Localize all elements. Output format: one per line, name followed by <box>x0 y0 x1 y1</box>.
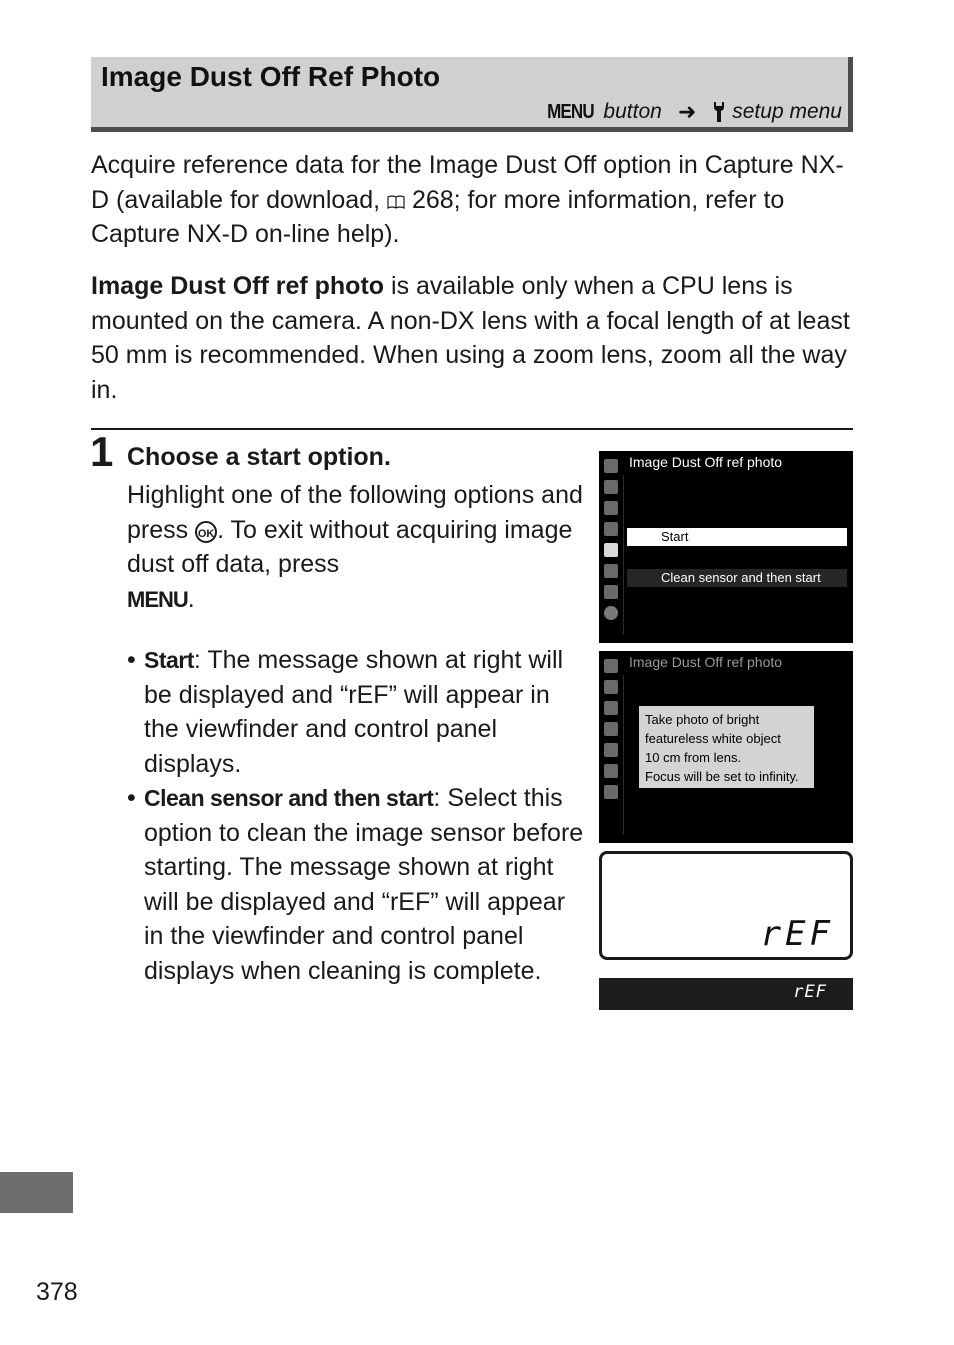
intro-paragraph-2 <box>91 269 856 407</box>
step-instructions <box>127 478 587 617</box>
wrench-icon <box>712 101 726 123</box>
menu-button-label: MENU <box>546 100 594 123</box>
screen-title: Image Dust Off ref photo <box>629 454 783 470</box>
sidebar-divider <box>623 475 624 635</box>
help-icon <box>604 606 618 620</box>
camera-menu-screen <box>599 451 853 643</box>
ok-button-icon: OK <box>195 521 217 543</box>
step-text-b: . To exit without acquiring image dust off data, press <box>127 515 573 578</box>
intro-text: Acquire reference data for the Image Dust Off option in Capture NX-D (available for download, <box>91 151 844 214</box>
bullet-icon: • <box>127 646 136 674</box>
intro-ref-text: 268; for more information, refer to Capture NX-D on-line help). <box>91 185 785 248</box>
menu-button-label: MENU <box>127 586 188 612</box>
step-text-a: Highlight one of the following options and press <box>127 481 583 544</box>
menu-option-clean-then-start[interactable]: Clean sensor and then start <box>627 569 847 587</box>
step-text-c: . <box>187 584 195 613</box>
wrench-icon <box>604 743 618 757</box>
playback-menu-icon <box>604 659 618 673</box>
message-line: 10 cm from lens. <box>645 750 742 765</box>
camera-message-screen <box>599 651 853 843</box>
list-item <box>127 643 587 781</box>
camera-icon <box>604 680 618 694</box>
my-menu-icon <box>604 785 618 799</box>
message-line: Take photo of bright <box>645 712 760 727</box>
chapter-tab <box>0 1172 73 1213</box>
playback-menu-icon <box>604 459 618 473</box>
step-number: 1 <box>90 428 114 475</box>
retouch-icon <box>604 764 618 778</box>
arrow-icon: ➜ <box>677 99 697 124</box>
list-item <box>127 781 587 988</box>
book-icon <box>387 186 405 214</box>
control-panel-ref-text: rEF <box>760 914 834 954</box>
option-description: : Select this option to clean the image sensor before starting. The message shown at right will be displayed and “rEF” will appear in the viewfinder and control panel displays when cleaning is complete. <box>144 784 584 985</box>
menu-path <box>543 99 842 125</box>
pencil-icon <box>604 722 618 736</box>
step-title: Choose a start option. <box>127 443 391 471</box>
option-term: Clean sensor and then start <box>144 785 434 811</box>
intro-bold-term: Image Dust Off ref photo <box>91 272 385 300</box>
page-title: Image Dust Off Ref Photo <box>101 61 441 92</box>
section-header <box>91 57 853 132</box>
wrench-icon <box>604 543 618 557</box>
message-line: Focus will be set to infinity. <box>645 769 799 784</box>
bullet-icon: • <box>127 784 136 812</box>
menu-sidebar <box>599 459 623 627</box>
setup-menu-label: setup menu <box>732 100 842 123</box>
sidebar-divider <box>623 675 624 835</box>
intro-text-2: is available only when a CPU lens is mounted on the camera. A non-DX lens with a focal length of at least 50 mm is recommended. When using a zoom lens, zoom all the way in. <box>91 272 850 404</box>
button-word: button <box>603 100 662 123</box>
intro-paragraph-1 <box>91 148 856 252</box>
pencil-icon <box>604 522 618 536</box>
page-number: 378 <box>36 1278 78 1306</box>
step-divider <box>91 428 853 430</box>
message-line: featureless white object <box>645 731 781 746</box>
option-list <box>127 643 587 988</box>
option-description: : The message shown at right will be displayed and “rEF” will appear in the viewfinder and control panel displays. <box>144 646 564 778</box>
screen-title: Image Dust Off ref photo <box>629 654 783 670</box>
retouch-icon <box>604 564 618 578</box>
my-menu-icon <box>604 585 618 599</box>
message-box <box>639 706 814 788</box>
viewfinder-ref-text: rEF <box>793 982 827 1002</box>
movie-icon <box>604 701 618 715</box>
option-term: Start <box>144 647 194 673</box>
movie-icon <box>604 501 618 515</box>
menu-sidebar <box>599 659 623 806</box>
viewfinder-display <box>599 978 853 1010</box>
menu-option-start[interactable]: Start <box>627 528 847 546</box>
control-panel-display <box>599 851 853 960</box>
camera-icon <box>604 480 618 494</box>
